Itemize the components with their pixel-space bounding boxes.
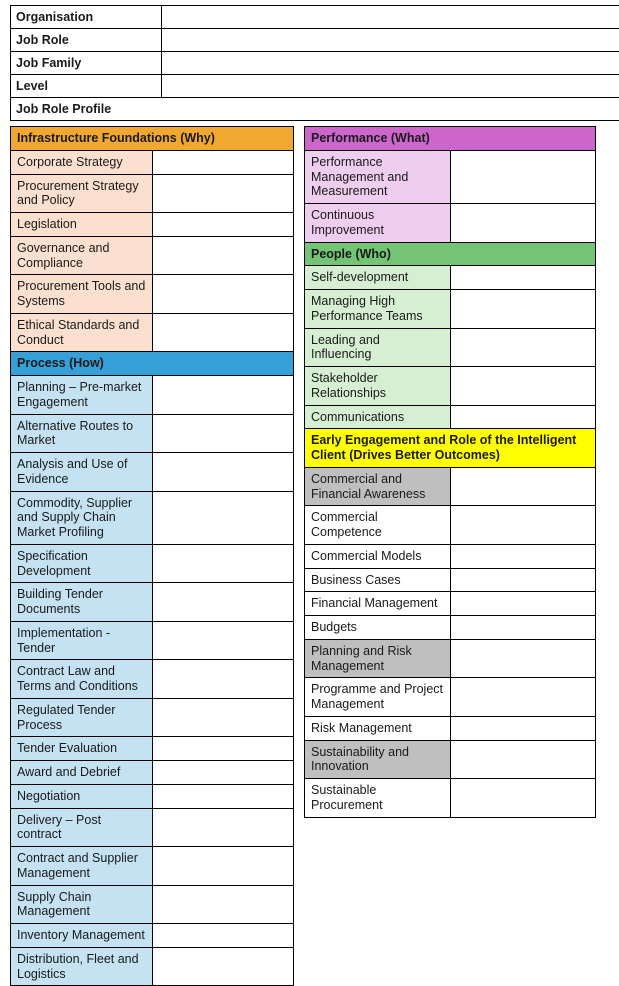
competency-level-box[interactable] (152, 947, 294, 986)
competency-name: Legislation (11, 213, 153, 237)
competency-level-box[interactable] (450, 616, 596, 640)
competency-name: Procurement Tools and Systems (11, 275, 153, 314)
competency-level-box[interactable] (152, 213, 294, 237)
table-row (305, 328, 596, 367)
competency-name: Specification Development (11, 544, 153, 583)
table-row (11, 313, 294, 352)
competency-name: Contract Law and Terms and Conditions (11, 660, 153, 699)
competency-level-box[interactable] (450, 467, 596, 506)
section-heading: Early Engagement and Role of the Intelligent Client (Drives Better Outcomes) (305, 429, 596, 468)
competency-level-box[interactable] (450, 716, 596, 740)
header-value-job-role[interactable] (162, 29, 619, 52)
competency-name: Supply Chain Management (11, 885, 153, 924)
table-row (305, 506, 596, 545)
competency-name: Financial Management (305, 592, 451, 616)
table-row (11, 275, 294, 314)
competency-level-box[interactable] (450, 639, 596, 678)
table-row (11, 6, 619, 29)
table-row (11, 491, 294, 544)
competency-level-box[interactable] (450, 678, 596, 717)
left-competency-table (10, 126, 294, 986)
competency-level-box[interactable] (152, 414, 294, 453)
competency-level-box[interactable] (450, 779, 596, 818)
section-heading: People (Who) (305, 242, 596, 266)
competency-name: Tender Evaluation (11, 737, 153, 761)
table-row (11, 213, 294, 237)
competency-name: Commercial Competence (305, 506, 451, 545)
competency-name: Inventory Management (11, 924, 153, 948)
table-row (305, 150, 596, 203)
competency-name: Commercial Models (305, 544, 451, 568)
right-column (304, 126, 596, 818)
left-column (10, 126, 294, 986)
competency-level-box[interactable] (450, 328, 596, 367)
table-row (305, 242, 596, 266)
table-row (11, 352, 294, 376)
competency-name: Building Tender Documents (11, 583, 153, 622)
competency-level-box[interactable] (152, 376, 294, 415)
table-row (305, 127, 596, 151)
header-label-job-role: Job Role (11, 29, 162, 52)
competency-level-box[interactable] (152, 544, 294, 583)
competency-level-box[interactable] (450, 568, 596, 592)
competency-level-box[interactable] (152, 698, 294, 737)
competency-level-box[interactable] (450, 592, 596, 616)
competency-name: Budgets (305, 616, 451, 640)
table-row (11, 737, 294, 761)
competency-name: Delivery – Post contract (11, 808, 153, 847)
header-value-level[interactable] (162, 75, 619, 98)
section-heading: Process (How) (11, 352, 294, 376)
table-row (305, 716, 596, 740)
competency-name: Communications (305, 405, 451, 429)
competency-level-box[interactable] (152, 784, 294, 808)
competency-name: Stakeholder Relationships (305, 367, 451, 406)
header-value-organisation[interactable] (162, 6, 619, 29)
subsection-heading: Commercial and Financial Awareness (305, 467, 451, 506)
competency-level-box[interactable] (152, 313, 294, 352)
competency-name: Ethical Standards and Conduct (11, 313, 153, 352)
table-row (11, 847, 294, 886)
competency-level-box[interactable] (450, 405, 596, 429)
competency-name: Distribution, Fleet and Logistics (11, 947, 153, 986)
table-row (305, 367, 596, 406)
table-row (11, 784, 294, 808)
section-heading: Performance (What) (305, 127, 596, 151)
table-row (11, 453, 294, 492)
competency-name: Corporate Strategy (11, 150, 153, 174)
table-row (11, 885, 294, 924)
competency-level-box[interactable] (152, 885, 294, 924)
competency-level-box[interactable] (450, 544, 596, 568)
table-row (305, 568, 596, 592)
competency-level-box[interactable] (152, 737, 294, 761)
competency-name: Leading and Influencing (305, 328, 451, 367)
subsection-heading: Sustainability and Innovation (305, 740, 451, 779)
competency-name: Self-development (305, 266, 451, 290)
table-row (11, 376, 294, 415)
table-row (305, 779, 596, 818)
table-row (11, 660, 294, 699)
table-row (305, 266, 596, 290)
header-table (10, 5, 619, 121)
table-row (11, 698, 294, 737)
table-row (11, 98, 619, 121)
competency-name: Alternative Routes to Market (11, 414, 153, 453)
competency-name: Negotiation (11, 784, 153, 808)
competency-level-box[interactable] (152, 847, 294, 886)
left-competency-body (11, 127, 294, 986)
competency-level-box[interactable] (152, 660, 294, 699)
subsection-heading: Planning and Risk Management (305, 639, 451, 678)
table-row (11, 544, 294, 583)
competency-level-box[interactable] (450, 367, 596, 406)
table-row (305, 740, 596, 779)
competency-level-box[interactable] (152, 275, 294, 314)
table-row (305, 639, 596, 678)
competency-name: Governance and Compliance (11, 236, 153, 275)
section-heading: Infrastructure Foundations (Why) (11, 127, 294, 151)
table-row (305, 616, 596, 640)
table-row (11, 75, 619, 98)
table-row (305, 467, 596, 506)
right-competency-table (304, 126, 596, 818)
table-row (11, 52, 619, 75)
competency-level-box[interactable] (450, 266, 596, 290)
competency-level-box[interactable] (450, 506, 596, 545)
competency-name: Managing High Performance Teams (305, 290, 451, 329)
competency-level-box[interactable] (152, 761, 294, 785)
competency-name: Programme and Project Management (305, 678, 451, 717)
header-label-job-family: Job Family (11, 52, 162, 75)
competency-name: Commodity, Supplier and Supply Chain Market Profiling (11, 491, 153, 544)
table-row (11, 127, 294, 151)
table-row (11, 236, 294, 275)
competency-name: Continuous Improvement (305, 204, 451, 243)
table-row (305, 405, 596, 429)
competency-level-box[interactable] (152, 491, 294, 544)
competency-level-box[interactable] (450, 150, 596, 203)
competency-name: Business Cases (305, 568, 451, 592)
table-row (305, 429, 596, 468)
table-row (11, 761, 294, 785)
competency-name: Performance Management and Measurement (305, 150, 451, 203)
table-row (11, 583, 294, 622)
header-label-level: Level (11, 75, 162, 98)
competency-level-box[interactable] (152, 174, 294, 213)
table-row (305, 204, 596, 243)
competency-level-box[interactable] (152, 924, 294, 948)
table-row (11, 947, 294, 986)
competency-name: Planning – Pre-market Engagement (11, 376, 153, 415)
competency-name: Implementation - Tender (11, 621, 153, 660)
competency-name: Award and Debrief (11, 761, 153, 785)
table-row (305, 544, 596, 568)
header-table-body (11, 6, 619, 121)
competency-name: Risk Management (305, 716, 451, 740)
table-row (11, 174, 294, 213)
competency-level-box[interactable] (152, 621, 294, 660)
table-row (11, 414, 294, 453)
competency-level-box[interactable] (152, 150, 294, 174)
header-label-organisation: Organisation (11, 6, 162, 29)
table-row (11, 924, 294, 948)
competency-name: Sustainable Procurement (305, 779, 451, 818)
competency-name: Contract and Supplier Management (11, 847, 153, 886)
table-row (11, 621, 294, 660)
competency-level-box[interactable] (152, 808, 294, 847)
competency-columns (10, 126, 609, 986)
table-row (305, 678, 596, 717)
right-competency-body (305, 127, 596, 818)
job-role-profile-label: Job Role Profile (11, 98, 619, 121)
competency-level-box[interactable] (152, 453, 294, 492)
competency-level-box[interactable] (152, 236, 294, 275)
competency-level-box[interactable] (152, 583, 294, 622)
table-row (11, 29, 619, 52)
competency-level-box[interactable] (450, 740, 596, 779)
table-row (11, 808, 294, 847)
table-row (305, 592, 596, 616)
competency-name: Procurement Strategy and Policy (11, 174, 153, 213)
competency-level-box[interactable] (450, 204, 596, 243)
competency-level-box[interactable] (450, 290, 596, 329)
table-row (305, 290, 596, 329)
competency-name: Regulated Tender Process (11, 698, 153, 737)
header-value-job-family[interactable] (162, 52, 619, 75)
competency-name: Analysis and Use of Evidence (11, 453, 153, 492)
table-row (11, 150, 294, 174)
